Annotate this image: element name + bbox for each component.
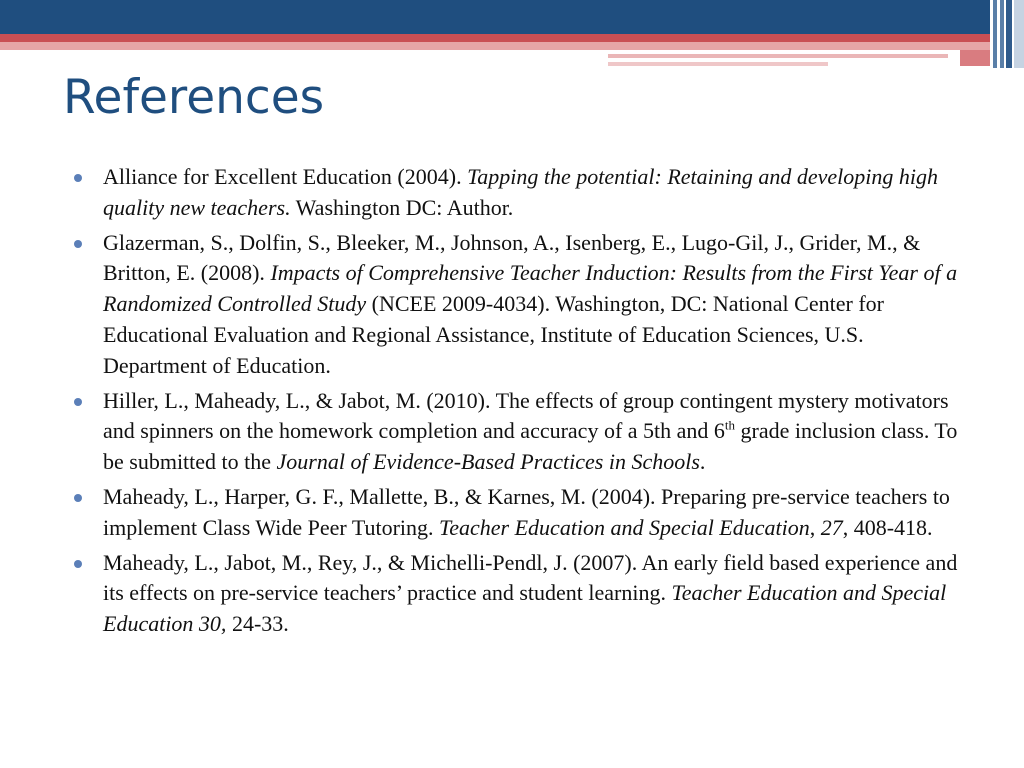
reference-item [72, 228, 964, 382]
reference-item [72, 482, 964, 544]
reference-superscript: th [724, 418, 736, 434]
reference-text: Maheady, L., Jabot, M., Rey, J., & Michelli-Pendl, J. (2007). An early field based experience and its effects on pre-service teachers’ practice and student learning. [103, 549, 958, 606]
reference-text: grade inclusion class. To be submitted to the [103, 418, 958, 475]
reference-title: Journal of Evidence-Based Practices in Schools [276, 449, 700, 475]
bullet-icon [74, 560, 82, 568]
reference-item [72, 548, 964, 640]
header-band-pink [0, 42, 1024, 50]
reference-title: Teacher Education and Special Education [439, 514, 810, 540]
reference-item [72, 386, 964, 478]
reference-text: Alliance for Excellent Education (2004). [103, 164, 468, 189]
reference-text: , [809, 514, 821, 540]
reference-text: Glazerman, S., Dolfin, S., Bleeker, M., Johnson, A., Isenberg, E., Lugo-Gil, J., Grider, M., & Britton, E. (2008). [103, 229, 921, 286]
slide-title: References [63, 70, 325, 125]
reference-text: Maheady, L., Harper, G. F., Mallette, B., & Karnes, M. (2004). Preparing pre-service teachers to implement Class Wide Peer Tutoring. [103, 483, 950, 540]
reference-text: Hiller, L., Maheady, L., & Jabot, M. (2010). The effects of group contingent mystery motivators and spinners on the homework completion and accuracy of a 5th and 6 [103, 387, 949, 444]
reference-text: 24-33. [226, 611, 289, 637]
header-band-red [0, 34, 1024, 42]
bullet-icon [74, 174, 82, 182]
reference-text: (NCEE 2009-4034). Washington, DC: National Center for Educational Evaluation and Regional Assistance, Institute of Education Sciences, U.S. Department of Education. [103, 291, 884, 378]
bullet-icon [74, 398, 82, 406]
reference-volume: 27 [820, 514, 843, 540]
reference-title: Tapping the potential: Retaining and developing high quality new teachers. [103, 164, 939, 220]
header-accent-line [608, 54, 948, 58]
bullet-icon [74, 240, 82, 248]
reference-text: Washington DC: Author. [290, 194, 514, 220]
reference-item [72, 162, 964, 224]
header-accent-line-short [608, 62, 828, 66]
reference-text: . [699, 449, 706, 475]
bullet-icon [74, 494, 82, 502]
header-stripes [990, 0, 1024, 68]
reference-title: Teacher Education and Special Education 30, [103, 580, 947, 637]
reference-text: , 408-418. [842, 514, 933, 540]
header-band-blue [0, 0, 1024, 34]
reference-list [72, 162, 964, 644]
reference-title: Impacts of Comprehensive Teacher Induction: Results from the First Year of a Randomized Controlled Study [103, 260, 958, 317]
